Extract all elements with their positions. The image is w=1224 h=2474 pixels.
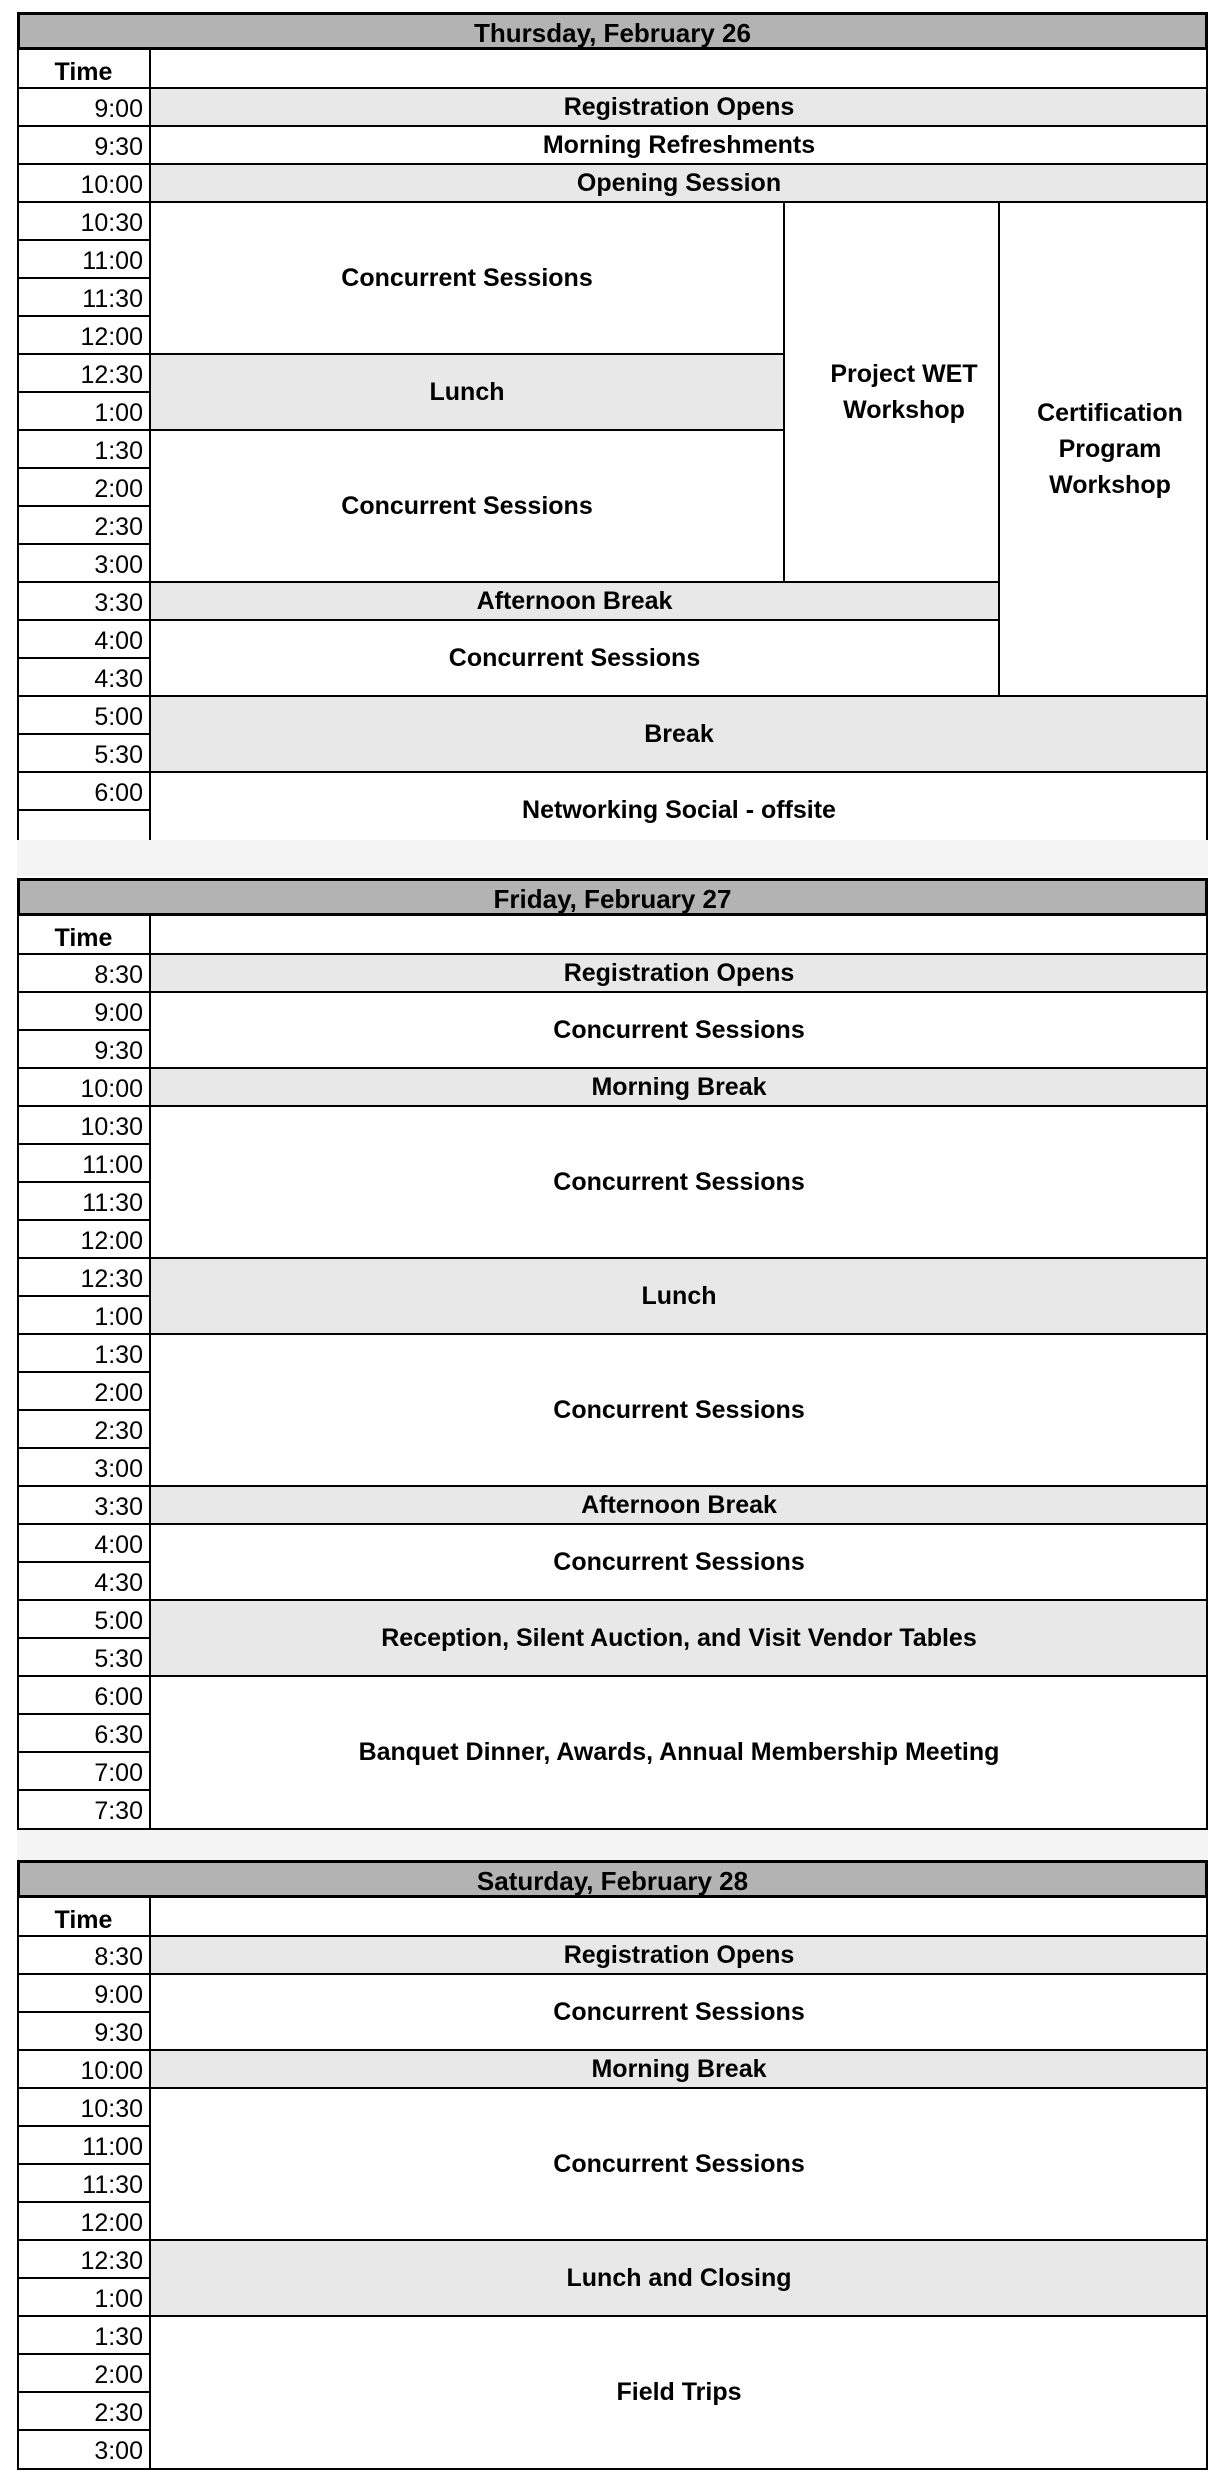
- day-friday: [17, 878, 1208, 1888]
- time-slot: 4:30: [94, 665, 143, 693]
- time-column-header: Time: [54, 1906, 113, 1934]
- time-slot: 11:30: [82, 1189, 143, 1217]
- time-slot: 12:00: [80, 1227, 143, 1255]
- event-registration: Registration Opens: [150, 1936, 1208, 1974]
- event-morning-break: Morning Break: [150, 1068, 1208, 1106]
- time-slot: 11:00: [82, 247, 143, 275]
- time-slot: 2:00: [94, 2361, 143, 2389]
- time-slot: 11:30: [82, 2171, 143, 2199]
- time-slot: 10:00: [80, 2057, 143, 2085]
- event-concurrent-sessions: Concurrent Sessions: [553, 1548, 805, 1576]
- time-slot: 10:30: [80, 209, 143, 237]
- time-slot: 3:00: [94, 1455, 143, 1483]
- event-concurrent-sessions: Concurrent Sessions: [553, 2150, 805, 2178]
- time-slot: 9:00: [94, 95, 143, 123]
- time-slot: 12:30: [80, 361, 143, 389]
- event-concurrent-sessions: Concurrent Sessions: [341, 492, 593, 520]
- time-slot: 6:00: [94, 1683, 143, 1711]
- time-slot: 1:00: [94, 1303, 143, 1331]
- event-certification-workshop: Certification Program Workshop: [1037, 399, 1183, 499]
- time-slot: 5:30: [94, 741, 143, 769]
- time-slot: 9:30: [94, 2019, 143, 2047]
- event-networking-social: Networking Social - offsite: [522, 796, 836, 824]
- event-registration: Registration Opens: [150, 88, 1208, 126]
- time-slot: 4:30: [94, 1569, 143, 1597]
- event-concurrent-sessions: Concurrent Sessions: [553, 1396, 805, 1424]
- time-slot: 12:30: [80, 2247, 143, 2275]
- event-field-trips: Field Trips: [616, 2378, 742, 2406]
- time-slot: 3:00: [94, 551, 143, 579]
- time-slot: 2:30: [94, 2399, 143, 2427]
- time-slot: 9:30: [94, 133, 143, 161]
- time-slot: 3:30: [94, 589, 143, 617]
- event-concurrent-sessions: Concurrent Sessions: [448, 644, 701, 672]
- time-slot: 2:00: [94, 1379, 143, 1407]
- time-slot: 1:00: [94, 399, 143, 427]
- time-slot: 5:30: [94, 1645, 143, 1673]
- time-slot: 2:00: [94, 475, 143, 503]
- time-slot: 12:00: [80, 2209, 143, 2237]
- time-slot: 11:00: [82, 1151, 143, 1179]
- time-slot: 9:00: [94, 1981, 143, 2009]
- event-opening-session: Opening Session: [150, 164, 1208, 202]
- time-slot: 10:00: [80, 1075, 143, 1103]
- time-slot: 9:00: [94, 999, 143, 1027]
- time-slot: 10:30: [80, 1113, 143, 1141]
- time-slot: 1:30: [94, 437, 143, 465]
- time-column-header: Time: [54, 58, 113, 86]
- time-slot: 7:30: [94, 1797, 143, 1825]
- time-slot: 10:30: [80, 2095, 143, 2123]
- event-concurrent-sessions: Concurrent Sessions: [553, 1016, 805, 1044]
- event-lunch-closing: Lunch and Closing: [150, 2240, 1208, 2316]
- event-break: Break: [150, 696, 1208, 772]
- time-slot: 2:30: [94, 513, 143, 541]
- time-slot: 6:30: [94, 1721, 143, 1749]
- time-slot: 8:30: [94, 961, 143, 989]
- event-afternoon-break: Afternoon Break: [150, 1486, 1208, 1524]
- event-banquet: Banquet Dinner, Awards, Annual Membership Meeting: [358, 1738, 1000, 1766]
- day-title: Saturday, February 28: [17, 1860, 1208, 1898]
- day-saturday: [17, 1860, 1208, 2465]
- time-slot: 2:30: [94, 1417, 143, 1445]
- time-slot: 1:30: [94, 2323, 143, 2351]
- time-slot: 9:30: [94, 1037, 143, 1065]
- event-morning-break: Morning Break: [150, 2050, 1208, 2088]
- time-slot: 4:00: [94, 627, 143, 655]
- time-slot: 11:00: [82, 2133, 143, 2161]
- time-slot: 12:30: [80, 1265, 143, 1293]
- time-slot: 5:00: [94, 703, 143, 731]
- event-concurrent-sessions: Concurrent Sessions: [553, 1168, 805, 1196]
- time-slot: 1:00: [94, 2285, 143, 2313]
- time-slot: 10:00: [80, 171, 143, 199]
- event-reception: Reception, Silent Auction, and Visit Vendor Tables: [150, 1600, 1208, 1676]
- time-slot: 8:30: [94, 1943, 143, 1971]
- event-registration: Registration Opens: [150, 954, 1208, 992]
- event-concurrent-sessions: Concurrent Sessions: [553, 1998, 805, 2026]
- event-lunch: Lunch: [150, 1258, 1208, 1334]
- time-slot: 7:00: [94, 1759, 143, 1787]
- event-concurrent-sessions: Concurrent Sessions: [341, 264, 593, 292]
- day-title: Friday, February 27: [17, 878, 1208, 916]
- time-slot: 1:30: [94, 1341, 143, 1369]
- day-title: Thursday, February 26: [17, 12, 1208, 50]
- time-column-header: Time: [54, 924, 113, 952]
- event-refreshments: Morning Refreshments: [542, 131, 816, 159]
- day-thursday: [17, 12, 1208, 868]
- day-separator: [17, 840, 1208, 876]
- time-slot: 11:30: [82, 285, 143, 313]
- event-project-wet-workshop: Project WET Workshop: [830, 360, 978, 424]
- time-slot: 12:00: [80, 323, 143, 351]
- time-slot: 5:00: [94, 1607, 143, 1635]
- time-slot: 3:00: [94, 2437, 143, 2465]
- time-slot: 3:30: [94, 1493, 143, 1521]
- time-slot: 6:00: [94, 779, 143, 807]
- event-afternoon-break: Afternoon Break: [150, 582, 999, 620]
- time-slot: 4:00: [94, 1531, 143, 1559]
- event-lunch: Lunch: [150, 354, 784, 430]
